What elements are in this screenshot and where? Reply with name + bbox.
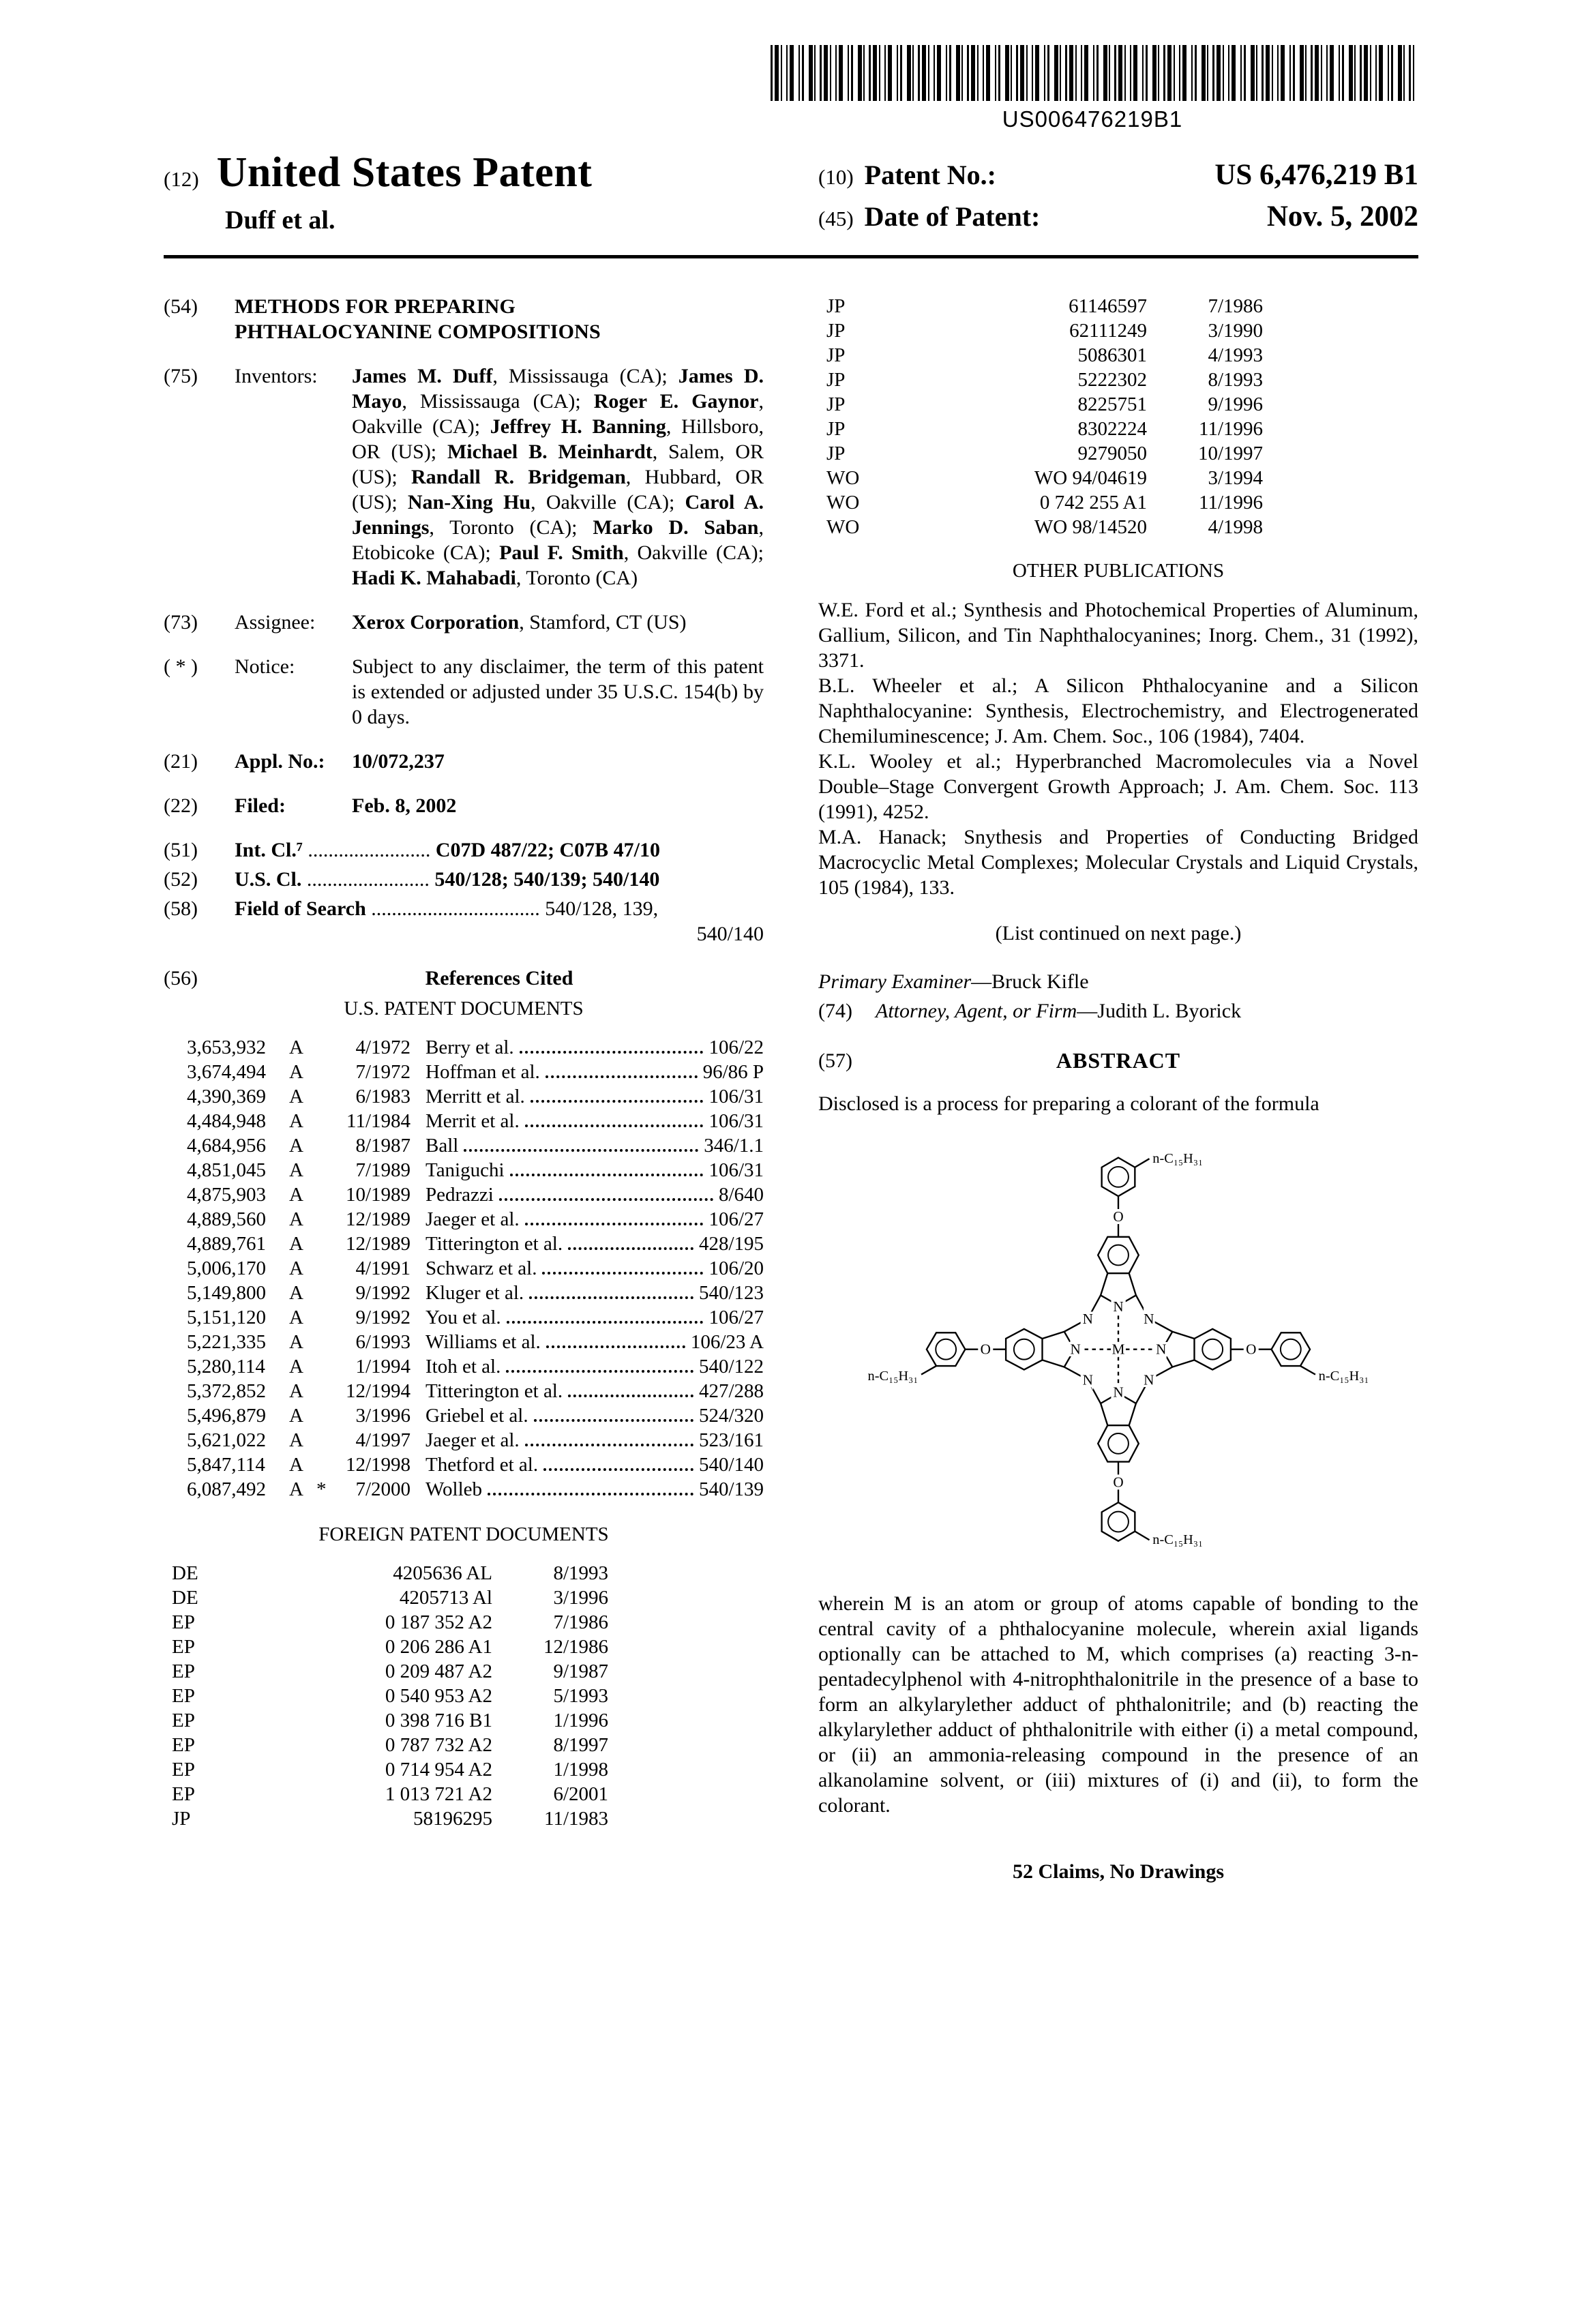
- attorney-field-code: (74): [818, 1000, 852, 1022]
- nitrogen-atom-label: N: [1082, 1371, 1093, 1388]
- abstract-intro: Disclosed is a process for preparing a colorant of the formula: [818, 1092, 1319, 1115]
- inventor-name: Marko D. Saban: [593, 516, 759, 539]
- dot-leader: [525, 1444, 693, 1446]
- assignee-location: , Stamford, CT (US): [519, 611, 687, 634]
- us-cl-value: 540/128; 540/139; 540/140: [434, 868, 660, 891]
- field-of-search: [235, 896, 764, 947]
- barcode-text: US006476219B1: [1002, 106, 1183, 132]
- abstract-heading-spacer: [1347, 1048, 1418, 1073]
- notice-field-code: ( * ): [164, 655, 198, 678]
- inventor-name: Paul F. Smith: [499, 541, 624, 564]
- inventor-name: Jeffrey H. Banning: [490, 415, 666, 438]
- notice-text: Subject to any disclaimer, the term of this patent is extended or adjusted under 35 U.S.C. 154(b) by 0 days.: [352, 655, 764, 728]
- patent-number-row: [818, 158, 1418, 192]
- primary-examiner-label: Primary Examiner: [818, 970, 972, 993]
- alkyl-chain-label: n-C₁₅H₃₁: [1152, 1151, 1204, 1167]
- nitrogen-atom-label: N: [1082, 1310, 1093, 1327]
- dot-leader: [531, 1100, 704, 1103]
- foreign-patent-row: EP 0 714 954 A2 1/1998: [172, 1759, 608, 1781]
- nitrogen-atom-label: N: [1156, 1341, 1167, 1358]
- chemical-structure: [818, 1122, 1418, 1583]
- dot-leader: [506, 1370, 693, 1373]
- us-patent-row: 4,875,903 A 10/1989 Pedrazzi 8/640: [187, 1184, 764, 1206]
- us-cl-section: [164, 867, 764, 892]
- title-section: [164, 294, 764, 344]
- foreign-patent-row: WO WO 94/04619 3/1994: [826, 467, 1263, 489]
- int-cl-field-code: (51): [164, 839, 198, 861]
- barcode-block: [771, 45, 1414, 132]
- foreign-patent-table-continued: [826, 294, 1263, 539]
- patent-number-code: (10): [818, 165, 854, 189]
- dot-leader: [542, 1272, 703, 1275]
- header: [0, 132, 1582, 241]
- abstract-body: wherein M is an atom or group of atoms capable of bonding to the central cavity of a phthalocyanine molecule, wherein axial ligands optionally can be attached to M, which comprises (a) reacting 3-n-pentadecylphenol with 4-nitrophthalonitrile in the presence of a base to form an alkylarylether adduct of phthalonitrile; and (b) reacting the alkylarylether adduct of phthalonitrile with either (i) a metal compound, or (ii) an ammonia-releasing compound in the presence of an alkanolamine solvent, or (iii) mixtures of (i) and (ii), to form the colorant.: [818, 1592, 1418, 1817]
- right-column: [818, 294, 1418, 1884]
- dot-leader: [543, 1468, 693, 1471]
- assignee-label: Assignee:: [235, 611, 316, 634]
- dot-leader: [568, 1247, 693, 1250]
- attorney-text: [876, 998, 1241, 1024]
- oxygen-atom-label: O: [1113, 1208, 1124, 1225]
- us-cl-dots: ........................: [306, 868, 430, 891]
- list-continued-note: (List continued on next page.): [995, 922, 1242, 944]
- foreign-patent-row: JP 5086301 4/1993: [826, 344, 1263, 366]
- foreign-patent-row: DE 4205713 Al 3/1996: [172, 1587, 608, 1609]
- us-patent-row: 5,149,800 A 9/1992 Kluger et al. 540/123: [187, 1282, 764, 1304]
- inventor-short-name: Duff et al.: [225, 206, 335, 235]
- nitrogen-atom-label: N: [1144, 1371, 1154, 1388]
- dot-leader: [529, 1296, 693, 1299]
- fos-label: Field of Search: [235, 897, 366, 920]
- appl-value: 10/072,237: [352, 750, 445, 773]
- foreign-patent-row: JP 5222302 8/1993: [826, 369, 1263, 391]
- inventor-name: Randall R. Bridgeman: [411, 466, 626, 488]
- inventors-text: James M. Duff, Mississauga (CA); James D. Mayo, Mississauga (CA); Roger E. Gaynor, Oakville (CA); Jeffrey H. Banning, Hillsboro, OR (US); Michael B. Meinhardt, Salem, OR (US); Randall R. Bridgeman, Hubbard, OR (US); Nan-Xing Hu, Oakville (CA); Carol A. Jennings, Toronto (CA); Marko D. Saban, Etobicoke (CA); Paul F. Smith, Oakville (CA); Hadi K. Mahabadi, Toronto (CA): [352, 365, 764, 589]
- barcode: [771, 45, 1414, 101]
- patent-date-row: [818, 200, 1418, 233]
- us-cl-field-code: (52): [164, 868, 198, 891]
- int-cl-value: C07D 487/22; C07B 47/10: [435, 839, 661, 861]
- header-right: [818, 149, 1418, 241]
- us-patent-row: 5,006,170 A 4/1991 Schwarz et al. 106/20: [187, 1257, 764, 1279]
- inventors-field-code: (75): [164, 365, 198, 387]
- foreign-patent-row: WO WO 98/14520 4/1998: [826, 516, 1263, 538]
- foreign-patent-row: EP 0 540 953 A2 5/1993: [172, 1685, 608, 1707]
- foreign-patent-row: EP 0 398 716 B1 1/1996: [172, 1710, 608, 1731]
- inventors-section: [164, 363, 764, 591]
- us-patent-row: 4,484,948 A 11/1984 Merrit et al. 106/31: [187, 1110, 764, 1132]
- abstract-heading: ABSTRACT: [1056, 1048, 1181, 1073]
- abstract-heading-row: [818, 1048, 1418, 1073]
- body-columns: [0, 258, 1582, 1884]
- nitrogen-atom-label: N: [1113, 1384, 1124, 1401]
- us-patent-table: [164, 1035, 764, 1502]
- inventor-name: Roger E. Gaynor: [593, 390, 759, 413]
- dot-leader: [499, 1198, 713, 1201]
- publication-entry: B.L. Wheeler et al.; A Silicon Phthalocyanine and a Silicon Naphthalocyanine: Synthesis, Electrochemistry, and Electrogenerated Chemiluminescence; J. Am. Chem. Soc., 106 (1984), 7404.: [818, 674, 1418, 747]
- invention-title: METHODS FOR PREPARING PHTHALOCYANINE COMPOSITIONS: [235, 295, 601, 343]
- inventor-name: Carol A. Jennings: [352, 491, 764, 539]
- inventor-name: James M. Duff: [352, 365, 493, 387]
- dot-leader: [507, 1321, 704, 1324]
- dot-leader: [488, 1493, 693, 1495]
- foreign-patent-table: [172, 1561, 608, 1831]
- patent-date-label: Date of Patent:: [864, 201, 1041, 232]
- us-patent-row: 5,151,120 A 9/1992 You et al. 106/27: [187, 1307, 764, 1328]
- assignee-text: [352, 610, 764, 635]
- document-type-title: United States Patent: [216, 149, 593, 196]
- foreign-patent-row: JP 9279050 10/1997: [826, 443, 1263, 464]
- fos-dots: .................................: [371, 897, 540, 920]
- us-patent-row: 4,889,560 A 12/1989 Jaeger et al. 106/27: [187, 1208, 764, 1230]
- primary-examiner-line: [818, 969, 1418, 994]
- metal-atom-label: M: [1111, 1341, 1125, 1358]
- abstract-field-code: (57): [818, 1049, 852, 1072]
- inventor-name: Nan-Xing Hu: [407, 491, 531, 513]
- us-patent-row: 4,684,956 A 8/1987 Ball 346/1.1: [187, 1135, 764, 1157]
- int-cl-label: Int. Cl.⁷: [235, 839, 303, 861]
- appl-field-code: (21): [164, 750, 198, 773]
- kind-code-number: (12): [164, 167, 199, 191]
- assignee-name: Xerox Corporation: [352, 611, 520, 634]
- oxygen-atom-label: O: [1113, 1474, 1124, 1491]
- filed-value: Feb. 8, 2002: [352, 794, 457, 817]
- alkyl-chain-label: n-C₁₅H₃₁: [1152, 1532, 1204, 1548]
- inventor-name: Michael B. Meinhardt: [447, 441, 653, 463]
- us-patent-row: 5,372,852 A 12/1994 Titterington et al. 427/288: [187, 1380, 764, 1402]
- foreign-patent-row: DE 4205636 AL 8/1993: [172, 1562, 608, 1584]
- filed-label: Filed:: [235, 794, 286, 817]
- foreign-patent-row: JP 8302224 11/1996: [826, 418, 1263, 440]
- foreign-patent-row: EP 0 187 352 A2 7/1986: [172, 1611, 608, 1633]
- foreign-patent-row: JP 8225751 9/1996: [826, 393, 1263, 415]
- dot-leader: [534, 1419, 693, 1422]
- dot-leader: [525, 1124, 704, 1127]
- foreign-patent-row: EP 0 787 732 A2 8/1997: [172, 1734, 608, 1756]
- title-field-code: (54): [164, 295, 198, 318]
- publication-entry: W.E. Ford et al.; Synthesis and Photochemical Properties of Aluminum, Gallium, Silicon, and Tin Naphthalocyanines; Inorg. Chem., 31 (1992), 3371.: [818, 599, 1418, 672]
- top-bar: [0, 0, 1582, 132]
- foreign-patent-row: EP 1 013 721 A2 6/2001: [172, 1783, 608, 1805]
- foreign-patent-row: EP 0 209 487 A2 9/1987: [172, 1660, 608, 1682]
- us-cl-line: [235, 867, 764, 892]
- references-cited-heading: References Cited: [425, 967, 573, 989]
- us-patent-row: 6,087,492 A * 7/2000 Wolleb 540/139: [187, 1478, 764, 1500]
- us-cl-label: U.S. Cl.: [235, 868, 302, 891]
- fos-field-code: (58): [164, 897, 198, 920]
- attorney-line: [818, 998, 1418, 1024]
- dot-leader: [525, 1223, 704, 1225]
- publication-entry: K.L. Wooley et al.; Hyperbranched Macromolecules via a Novel Double–Stage Convergent Growth Approach; J. Am. Chem. Soc. 113 (1991), 4252.: [818, 750, 1418, 823]
- dot-leader: [546, 1075, 698, 1078]
- foreign-patent-row: EP 0 206 286 A1 12/1986: [172, 1636, 608, 1658]
- dot-leader: [464, 1149, 698, 1152]
- foreign-patent-row: JP 62111249 3/1990: [826, 320, 1263, 342]
- left-column: [164, 294, 764, 1884]
- assignee-section: [164, 610, 764, 635]
- notice-section: [164, 654, 764, 730]
- nitrogen-atom-label: N: [1070, 1341, 1081, 1358]
- oxygen-atom-label: O: [980, 1341, 991, 1358]
- publications: [818, 597, 1418, 900]
- claims-line: 52 Claims, No Drawings: [1012, 1860, 1224, 1883]
- int-cl-section: [164, 837, 764, 863]
- inventors-label: Inventors:: [235, 365, 318, 387]
- appl-label: Appl. No.:: [235, 750, 325, 773]
- fos-value1: 540/128, 139,: [545, 897, 659, 920]
- field-of-search-section: [164, 896, 764, 947]
- nitrogen-atom-label: N: [1144, 1310, 1154, 1327]
- patent-date-value: Nov. 5, 2002: [1266, 200, 1418, 233]
- refs-field-code: (56): [164, 967, 198, 989]
- inventor-name: Hadi K. Mahabadi: [352, 567, 516, 589]
- notice-label: Notice:: [235, 655, 295, 678]
- us-patent-row: 4,889,761 A 12/1989 Titterington et al. 428/195: [187, 1233, 764, 1255]
- attorney-name: —Judith L. Byorick: [1077, 1000, 1242, 1022]
- alkyl-chain-label: n-C₁₅H₃₁: [867, 1368, 919, 1384]
- us-patent-documents-heading: U.S. PATENT DOCUMENTS: [344, 998, 584, 1019]
- dot-leader: [510, 1174, 704, 1176]
- us-patent-row: 5,496,879 A 3/1996 Griebel et al. 524/320: [187, 1405, 764, 1427]
- foreign-patent-row: JP 61146597 7/1986: [826, 295, 1263, 317]
- other-publications-heading: OTHER PUBLICATIONS: [1012, 560, 1225, 582]
- foreign-patent-row: JP 58196295 11/1983: [172, 1808, 608, 1830]
- us-patent-row: 4,851,045 A 7/1989 Taniguchi 106/31: [187, 1159, 764, 1181]
- dot-leader: [568, 1395, 693, 1397]
- appl-no-section: [164, 749, 764, 774]
- references-cited-section: [164, 966, 764, 991]
- nitrogen-atom-label: N: [1113, 1298, 1124, 1315]
- filed-section: [164, 793, 764, 818]
- fos-line1: [235, 897, 658, 920]
- patent-number-value: US 6,476,219 B1: [1214, 159, 1418, 191]
- us-patent-row: 5,280,114 A 1/1994 Itoh et al. 540/122: [187, 1356, 764, 1377]
- us-patent-row: 5,621,022 A 4/1997 Jaeger et al. 523/161: [187, 1429, 764, 1451]
- foreign-patent-documents-heading: FOREIGN PATENT DOCUMENTS: [318, 1523, 609, 1545]
- dot-leader: [520, 1051, 704, 1054]
- us-patent-row: 5,221,335 A 6/1993 Williams et al. 106/23 A: [187, 1331, 764, 1353]
- publication-entry: M.A. Hanack; Snythesis and Properties of Conducting Bridged Macrocyclic Metal Complexes; Molecular Crystals and Liquid Crystals, 105 (1984), 133.: [818, 826, 1418, 899]
- alkyl-chain-label: n-C₁₅H₃₁: [1318, 1368, 1369, 1384]
- fos-value2: 540/140: [696, 923, 764, 945]
- header-left: [164, 149, 592, 235]
- filed-field-code: (22): [164, 794, 198, 817]
- us-patent-row: 3,653,932 A 4/1972 Berry et al. 106/22: [187, 1037, 764, 1058]
- foreign-patent-row: WO 0 742 255 A1 11/1996: [826, 492, 1263, 513]
- patent-number-label: Patent No.:: [864, 160, 996, 190]
- int-cl-line: [235, 837, 764, 863]
- us-patent-row: 4,390,369 A 6/1983 Merritt et al. 106/31: [187, 1086, 764, 1107]
- assignee-field-code: (73): [164, 611, 198, 634]
- patent-date-code: (45): [818, 207, 854, 230]
- us-patent-row: 5,847,114 A 12/1998 Thetford et al. 540/140: [187, 1454, 764, 1476]
- oxygen-atom-label: O: [1246, 1341, 1257, 1358]
- dot-leader: [546, 1345, 685, 1348]
- primary-examiner-name: —Bruck Kifle: [971, 970, 1089, 993]
- us-patent-row: 3,674,494 A 7/1972 Hoffman et al. 96/86 P: [187, 1061, 764, 1083]
- attorney-label: Attorney, Agent, or Firm: [876, 1000, 1077, 1022]
- inventor-name: James D. Mayo: [352, 365, 764, 413]
- phthalocyanine-diagram: [829, 1122, 1407, 1577]
- int-cl-dots: ........................: [308, 839, 431, 861]
